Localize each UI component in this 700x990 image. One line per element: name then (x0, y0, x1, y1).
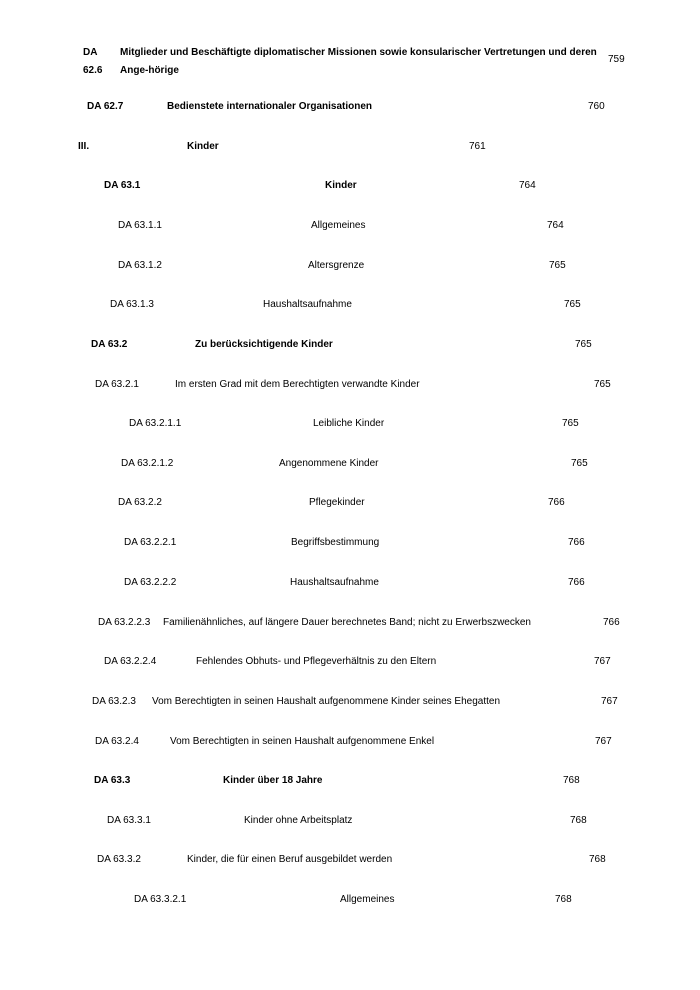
toc-page: 768 (570, 815, 587, 826)
toc-code: DA 63.2.3 (92, 696, 136, 707)
toc-title: Leibliche Kinder (313, 418, 385, 429)
toc-page: 765 (575, 339, 592, 350)
toc-code: DA 63.3 (94, 775, 131, 786)
toc-title: Mitglieder und Beschäftigte diplomatischer Missionen sowie konsularischer Vertretungen und deren Ange-hörige (120, 47, 597, 76)
toc-title: Allgemeines (311, 220, 366, 231)
toc-page: 760 (588, 101, 605, 112)
toc-page: 759 (608, 54, 625, 65)
toc-page: 766 (568, 577, 585, 588)
toc-code: DA 63.3.1 (107, 815, 151, 826)
toc-code: DA 62.6 (83, 47, 103, 76)
toc-page: 767 (601, 696, 618, 707)
toc-title: Haushaltsaufnahme (290, 577, 379, 588)
toc-code: DA 63.2.1 (95, 379, 139, 390)
toc-page: 764 (519, 180, 536, 191)
toc-title: Allgemeines (340, 894, 395, 905)
toc-page: 765 (562, 418, 579, 429)
toc-page: 767 (595, 736, 612, 747)
toc-title: Haushaltsaufnahme (263, 299, 352, 310)
toc-page: 766 (568, 537, 585, 548)
toc-title: Kinder ohne Arbeitsplatz (244, 815, 353, 826)
toc-code: DA 63.2.1.2 (121, 458, 174, 469)
toc-code: DA 63.2.2.4 (104, 656, 157, 667)
toc-code: DA 63.2.2.3 (98, 617, 151, 628)
toc-page: 765 (571, 458, 588, 469)
toc-code: DA 63.2.2.1 (124, 537, 177, 548)
toc-code: DA 63.2.2.2 (124, 577, 177, 588)
toc-page: 764 (547, 220, 564, 231)
toc-title: Kinder (325, 180, 357, 191)
toc-page: 768 (589, 854, 606, 865)
toc-page: 766 (603, 617, 620, 628)
toc-code: DA 63.1 (104, 180, 141, 191)
toc-title: Zu berücksichtigende Kinder (195, 339, 333, 350)
toc-page: 765 (594, 379, 611, 390)
toc-code: DA 62.7 (87, 101, 124, 112)
toc-code: DA 63.1.1 (118, 220, 162, 231)
toc-title: Vom Berechtigten in seinen Haushalt aufgenommene Enkel (170, 736, 435, 747)
toc-title: Angenommene Kinder (279, 458, 379, 469)
toc-code: DA 63.2.1.1 (129, 418, 182, 429)
toc-code: DA 63.2.2 (118, 497, 162, 508)
toc-title: Fehlendes Obhuts- und Pflegeverhältnis zu den Eltern (196, 656, 437, 667)
toc-title: Bedienstete internationaler Organisationen (167, 101, 373, 112)
toc-code: DA 63.3.2 (97, 854, 141, 865)
toc-page: 765 (564, 299, 581, 310)
toc-title: Kinder über 18 Jahre (223, 775, 323, 786)
toc-code: DA 63.2.4 (95, 736, 139, 747)
toc-page: 767 (594, 656, 611, 667)
toc-page: 765 (549, 260, 566, 271)
toc-page: 761 (469, 141, 486, 152)
toc-page: 766 (548, 497, 565, 508)
toc-title: Pflegekinder (309, 497, 365, 508)
toc-page: 768 (555, 894, 572, 905)
toc-title: Kinder, die für einen Beruf ausgebildet werden (187, 854, 393, 865)
toc-code: DA 63.1.3 (110, 299, 154, 310)
toc-code: III. (78, 141, 90, 152)
toc-code: DA 63.1.2 (118, 260, 162, 271)
toc-title: Im ersten Grad mit dem Berechtigten verwandte Kinder (175, 379, 420, 390)
toc-page: 768 (563, 775, 580, 786)
toc-code: DA 63.3.2.1 (134, 894, 187, 905)
toc-title: Begriffsbestimmung (291, 537, 380, 548)
toc-title: Familienähnliches, auf längere Dauer berechnetes Band; nicht zu Erwerbszwecken (163, 617, 531, 628)
toc-title: Kinder (187, 141, 219, 152)
toc-title: Altersgrenze (308, 260, 365, 271)
toc-code: DA 63.2 (91, 339, 128, 350)
toc-title: Vom Berechtigten in seinen Haushalt aufgenommene Kinder seines Ehegatten (152, 696, 501, 707)
